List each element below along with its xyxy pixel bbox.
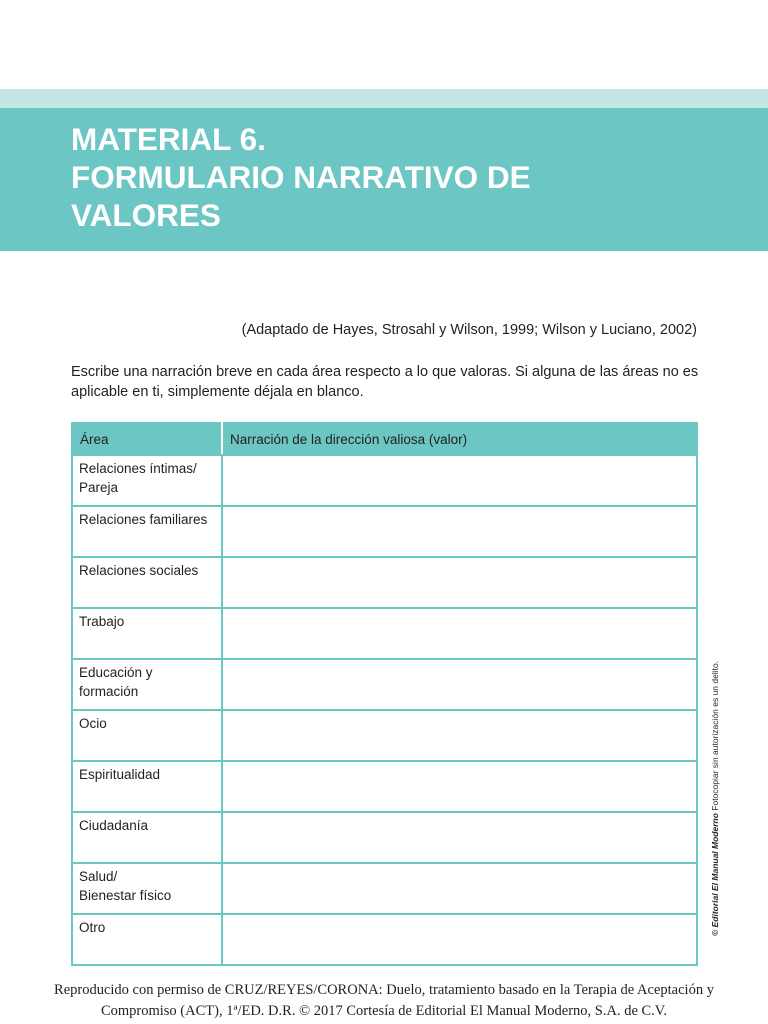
area-cell: [72, 914, 222, 965]
area-cell: [72, 608, 222, 659]
narration-cell[interactable]: [222, 608, 697, 659]
narration-cell[interactable]: [222, 659, 697, 710]
copyright-warning: Fotocopiar sin autorización es un delito.: [710, 660, 720, 814]
table-row: [72, 710, 697, 761]
table-header-row: [72, 423, 697, 455]
area-label: Ocio: [79, 716, 107, 731]
area-cell: [72, 710, 222, 761]
table-row: [72, 608, 697, 659]
header-accent-stripe: [0, 89, 768, 108]
table-row: [72, 863, 697, 914]
narration-cell[interactable]: [222, 914, 697, 965]
area-label: Bienestar físico: [79, 888, 172, 903]
values-table: [71, 422, 698, 966]
area-label: Pareja: [79, 480, 119, 495]
area-label: Relaciones íntimas/: [79, 461, 197, 476]
footer-line: Compromiso (ACT), 1ª/ED. D.R. © 2017 Cortesía de Editorial El Manual Moderno, S.A. de C.V.: [100, 1003, 668, 1019]
area-label: Espiritualidad: [79, 767, 161, 782]
table-row: [72, 761, 697, 812]
narration-cell[interactable]: [222, 557, 697, 608]
table-row: [72, 659, 697, 710]
narration-cell[interactable]: [222, 710, 697, 761]
table-row: [72, 557, 697, 608]
area-label: Otro: [79, 920, 106, 935]
area-label: Relaciones familiares: [79, 512, 208, 527]
area-label: Ciudadanía: [79, 818, 149, 833]
footer-line: Reproducido con permiso de CRUZ/REYES/CORONA: Duelo, tratamiento basado en la Terapia de Aceptación y: [54, 982, 714, 998]
title-line: FORMULARIO NARRATIVO DE: [71, 159, 531, 195]
area-cell: [72, 761, 222, 812]
area-cell: [72, 455, 222, 506]
area-label: Salud/: [79, 869, 118, 884]
area-label: Relaciones sociales: [79, 563, 199, 578]
table-row: [72, 914, 697, 965]
narration-cell[interactable]: [222, 761, 697, 812]
area-label: Trabajo: [79, 614, 125, 629]
footer: [0, 980, 768, 1022]
citation: (Adaptado de Hayes, Strosahl y Wilson, 1999; Wilson y Luciano, 2002): [241, 322, 697, 338]
copyright-side-note: [710, 661, 720, 936]
table-row: [72, 812, 697, 863]
area-label: Educación y: [79, 665, 153, 680]
area-label: formación: [79, 684, 139, 699]
title-line: MATERIAL 6.: [71, 121, 266, 157]
instructions: Escribe una narración breve en cada área respecto a lo que valoras. Si alguna de las áreas no es aplicable en ti, simplemente déjala en blanco.: [71, 364, 699, 400]
title-line: VALORES: [71, 197, 221, 233]
area-cell: [72, 659, 222, 710]
narration-cell[interactable]: [222, 863, 697, 914]
column-header-narration: Narración de la dirección valiosa (valor): [222, 423, 697, 455]
area-cell: [72, 812, 222, 863]
area-cell: [72, 863, 222, 914]
column-header-area: Área: [72, 423, 222, 455]
publisher-name: © Editorial El Manual Moderno: [710, 813, 720, 936]
area-cell: [72, 506, 222, 557]
page-title: [71, 120, 531, 234]
area-cell: [72, 557, 222, 608]
table-row: [72, 506, 697, 557]
narration-cell[interactable]: [222, 455, 697, 506]
narration-cell[interactable]: [222, 506, 697, 557]
narration-cell[interactable]: [222, 812, 697, 863]
table-row: [72, 455, 697, 506]
